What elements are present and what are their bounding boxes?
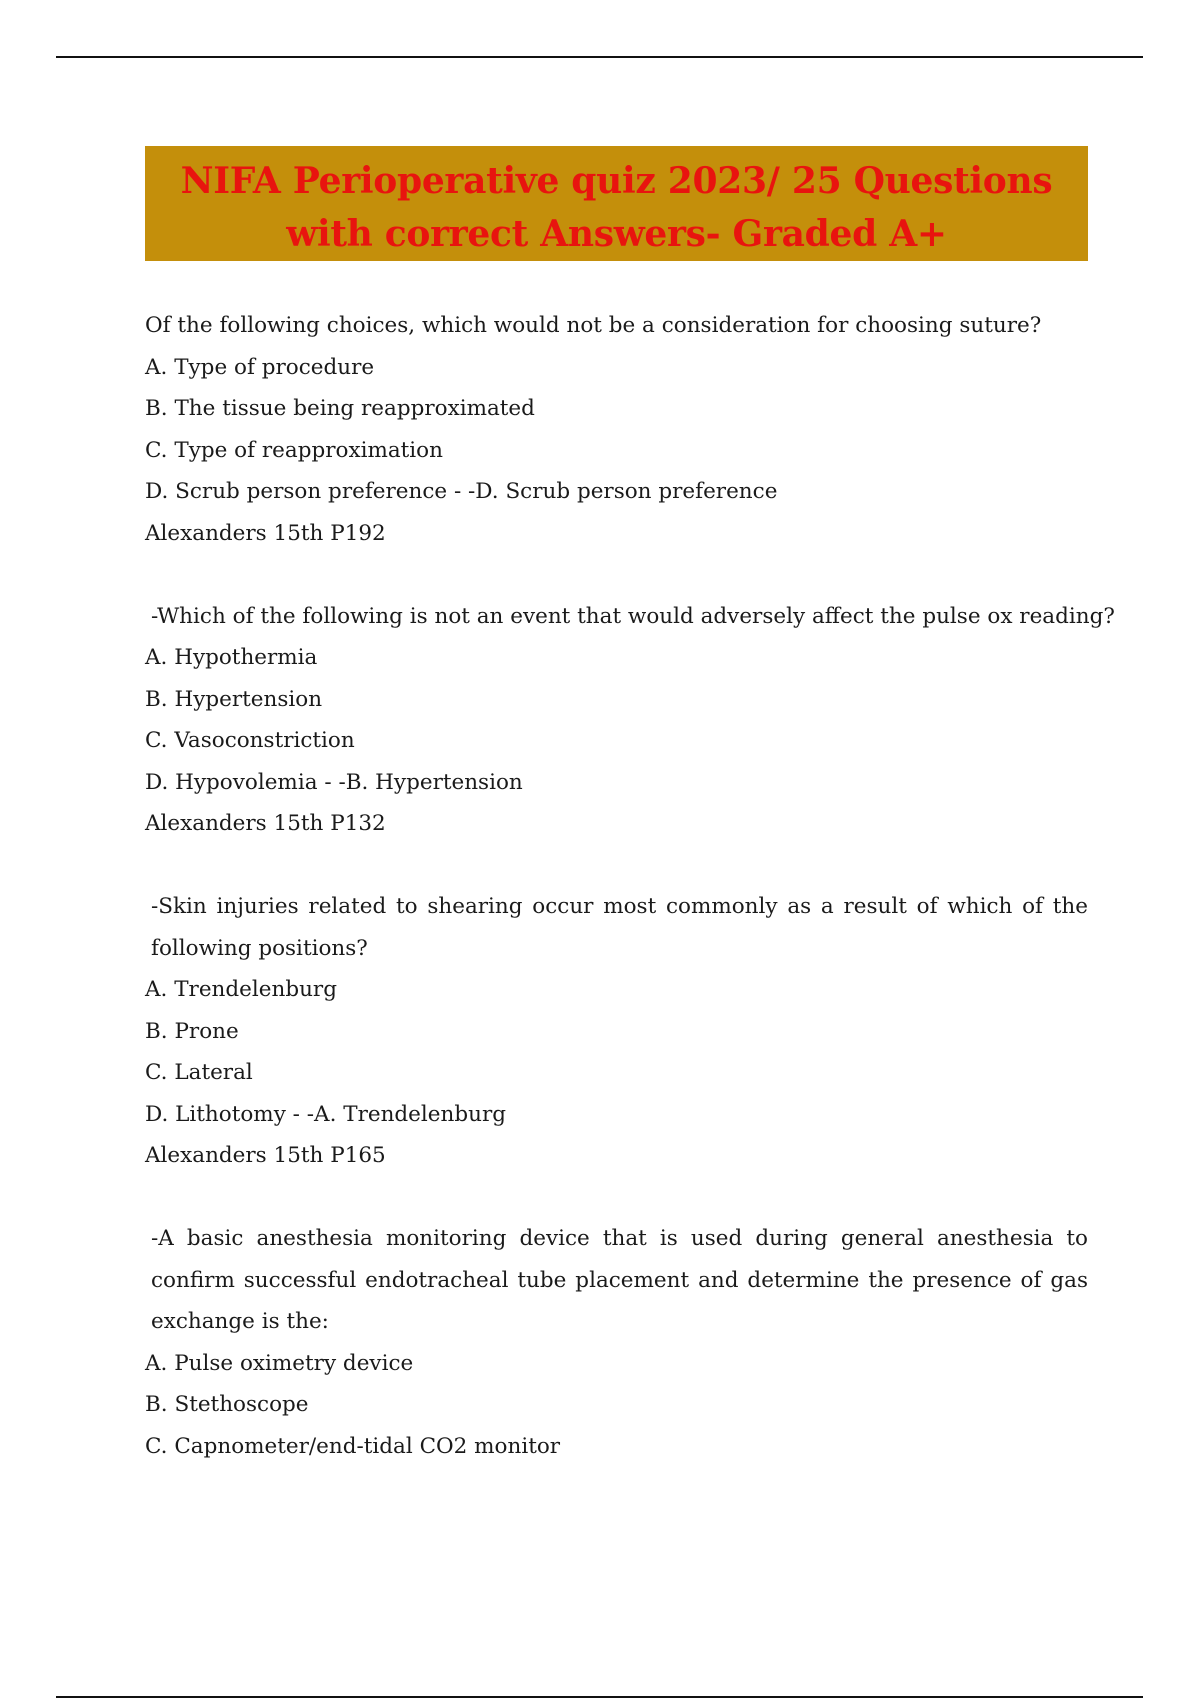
answer-option: B. Stethoscope: [145, 1392, 309, 1417]
answer-option: C. Lateral: [145, 1060, 253, 1085]
answer-option: C. Type of reapproximation: [145, 437, 443, 463]
reference-text: Alexanders 15th P192: [145, 520, 386, 546]
question-block: [145, 886, 1088, 1177]
answer-option: A. Pulse oximetry device: [145, 1350, 414, 1376]
reference-text: Alexanders 15th P132: [145, 811, 386, 836]
question-text: -A basic anesthesia monitoring device that is used during general anesthesia to confirm successful endotracheal tube placement and determine the presence of gas exchange is the:: [151, 1226, 1088, 1334]
question-block: [145, 596, 1115, 845]
top-rule: [56, 56, 1143, 58]
answer-option: C. Capnometer/end-tidal CO2 monitor: [145, 1433, 561, 1459]
title-line-2: with correct Answers- Graded A+: [286, 213, 947, 255]
question-text: Of the following choices, which would not be a consideration for choosing suture?: [145, 313, 1042, 338]
title-banner: [145, 146, 1088, 261]
answer-option: D. Scrub person preference - -D. Scrub person preference: [145, 479, 778, 504]
answer-option: A. Hypothermia: [145, 645, 318, 670]
quiz-content: [145, 305, 1115, 1509]
answer-option: B. Prone: [145, 1018, 239, 1044]
answer-option: A. Trendelenburg: [145, 977, 337, 1002]
question-text: -Which of the following is not an event that would adversely affect the pulse ox reading?: [151, 603, 1115, 629]
question-block: [145, 305, 1088, 554]
answer-option: A. Type of procedure: [145, 354, 375, 380]
answer-option: C. Vasoconstriction: [145, 728, 355, 753]
question-block: [145, 1218, 1088, 1467]
question-text: -Skin injuries related to shearing occur most commonly as a result of which of the following positions?: [151, 894, 1088, 961]
answer-option: B. The tissue being reapproximated: [145, 396, 535, 421]
reference-text: Alexanders 15th P165: [145, 1143, 386, 1168]
title-line-1: NIFA Perioperative quiz 2023/ 25 Questions: [180, 160, 1053, 202]
bottom-rule: [56, 1696, 1143, 1698]
answer-option: B. Hypertension: [145, 686, 323, 712]
answer-option: D. Lithotomy - -A. Trendelenburg: [145, 1101, 507, 1127]
answer-option: D. Hypovolemia - -B. Hypertension: [145, 769, 523, 795]
